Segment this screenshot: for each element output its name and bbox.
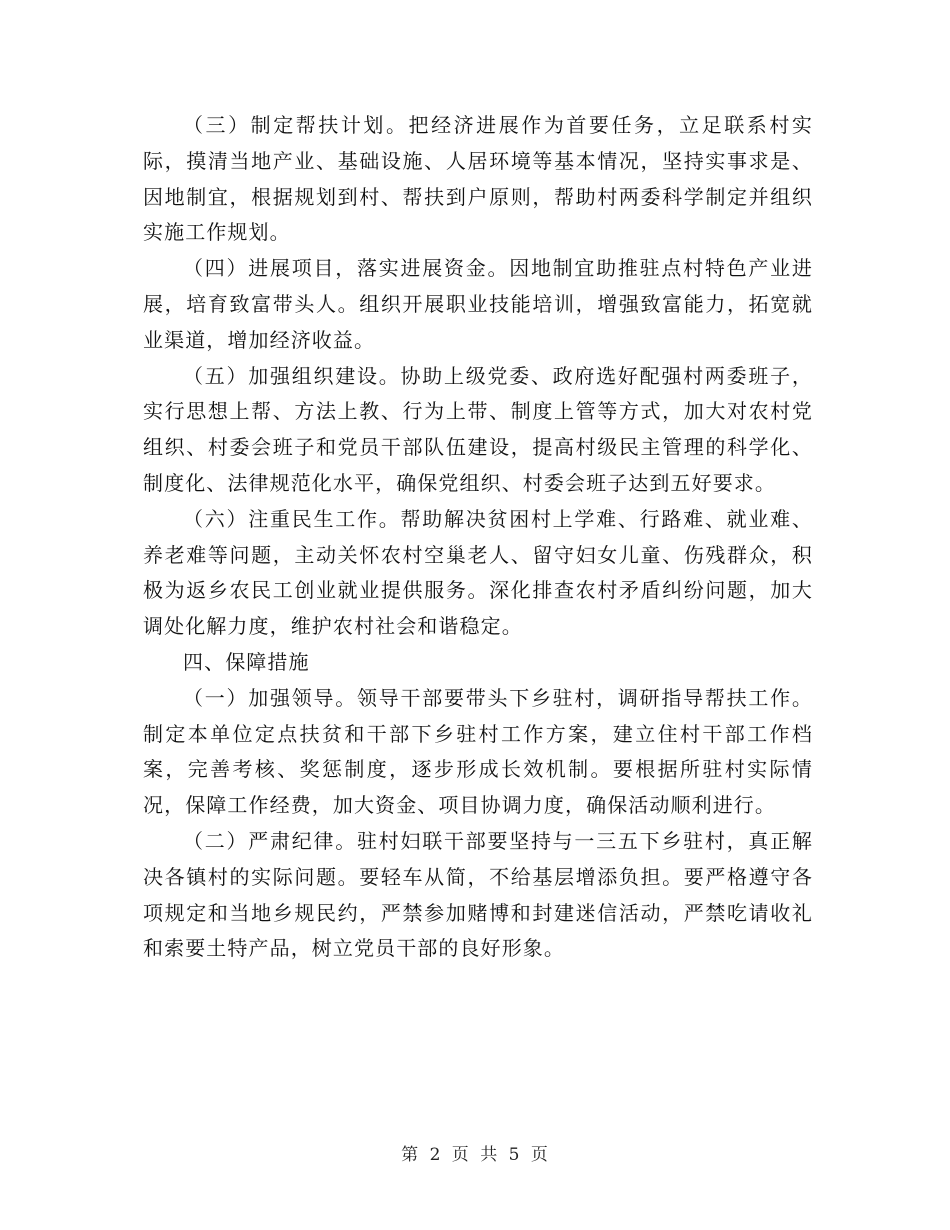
paragraph-leadership: （一）加强领导。领导干部要带头下乡驻村，调研指导帮扶工作。制定本单位定点扶贫和干部下乡驻村工作方案，建立住村干部工作档案，完善考核、奖惩制度，逐步形成长效机制。要根据所驻村实际情况，保障工作经费，加大资金、项目协调力度，确保活动顺利进行。 <box>143 685 813 818</box>
paragraph-organization: （五）加强组织建设。协助上级党委、政府选好配强村两委班子，实行思想上帮、方法上教、行为上带、制度上管等方式，加大对农村党组织、村委会班子和党员干部队伍建设，提高村级民主管理的科学化、制度化、法律规范化水平，确保党组织、村委会班子达到五好要求。 <box>143 363 813 495</box>
paragraph-discipline: （二）严肃纪律。驻村妇联干部要坚持与一三五下乡驻村，真正解决各镇村的实际问题。要轻车从简，不给基层增添负担。要严格遵守各项规定和当地乡规民约，严禁参加赌博和封建迷信活动，严禁吃请收礼和索要土特产品，树立党员干部的良好形象。 <box>143 828 813 961</box>
paragraph-plan: （三）制定帮扶计划。把经济进展作为首要任务，立足联系村实际，摸清当地产业、基础设施、人居环境等基本情况，坚持实事求是、因地制宜，根据规划到村、帮扶到户原则，帮助村两委科学制定并组织实施工作规划。 <box>143 113 813 245</box>
page-number-footer: 第 2 页 共 5 页 <box>401 1145 549 1165</box>
document-body <box>143 108 813 967</box>
paragraph-projects: （四）进展项目，落实进展资金。因地制宜助推驻点村特色产业进展，培育致富带头人。组织开展职业技能培训，增强致富能力，拓宽就业渠道，增加经济收益。 <box>143 256 813 352</box>
section-heading-safeguards: 四、保障措施 <box>183 649 310 674</box>
paragraph-livelihood: （六）注重民生工作。帮助解决贫困村上学难、行路难、就业难、养老难等问题，主动关怀农村空巢老人、留守妇女儿童、伤残群众，积极为返乡农民工创业就业提供服务。深化排查农村矛盾纠纷问题，加大调处化解力度，维护农村社会和谐稳定。 <box>143 506 813 639</box>
